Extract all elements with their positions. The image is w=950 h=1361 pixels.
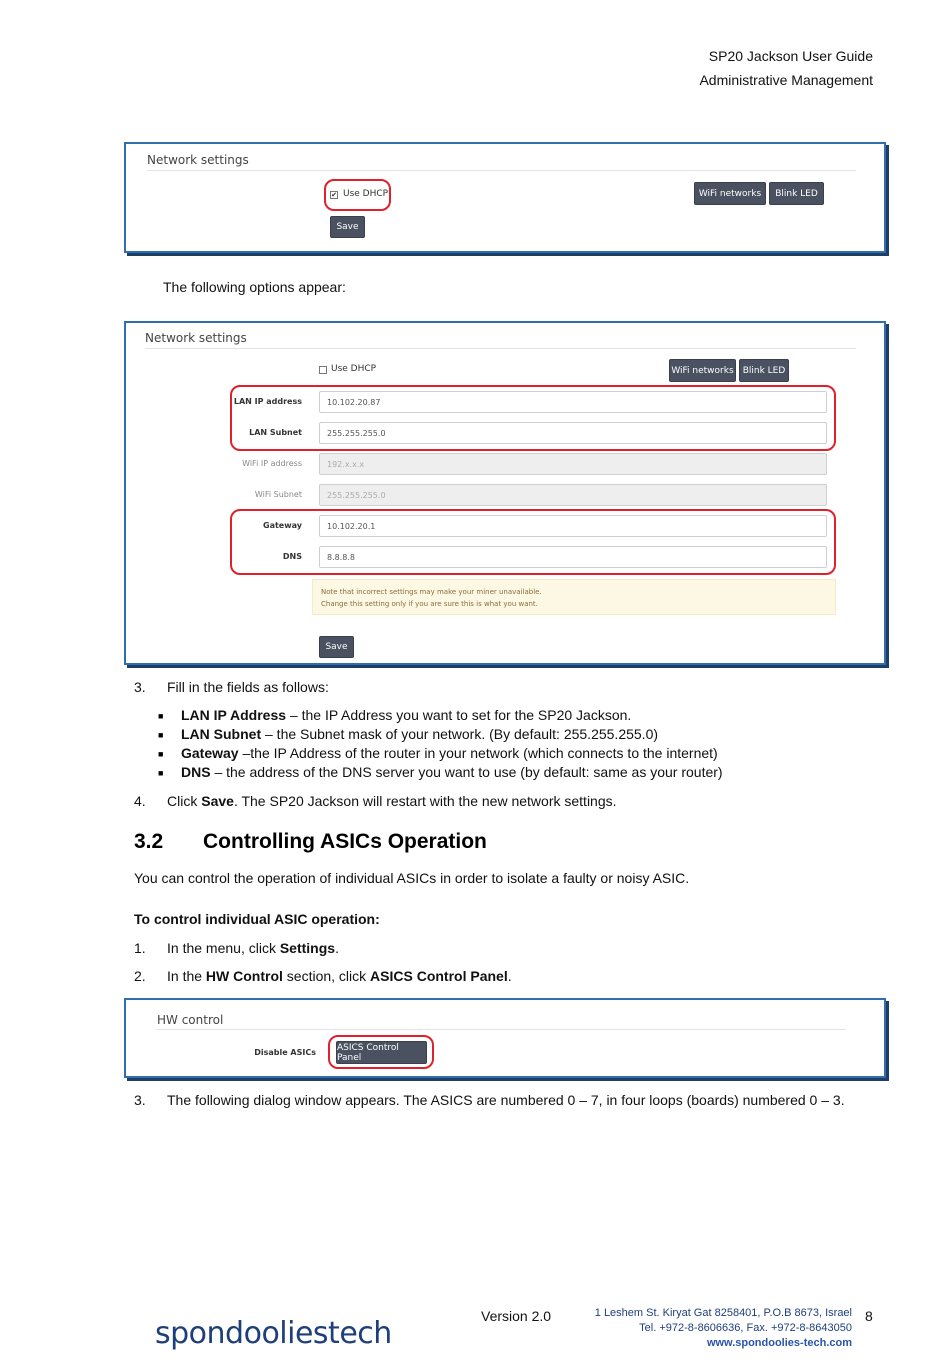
wifi-subnet-input: 255.255.255.0 [319,484,827,506]
spondoolies-logo: spondooliestech [155,1316,392,1351]
options-intro: The following options appear: [163,279,346,295]
panel-divider [157,1029,846,1030]
dns-input[interactable]: 8.8.8.8 [319,546,827,568]
step-1-text: In the menu, click Settings. [167,940,339,956]
use-dhcp-label: Use DHCP [343,189,389,199]
bullet-marker: ■ [158,749,164,759]
use-dhcp-label: Use DHCP [331,364,377,374]
section-title: Controlling ASICs Operation [203,830,487,853]
bullet-marker: ■ [158,711,164,721]
step-3-text: Fill in the fields as follows: [167,679,329,695]
header-title: SP20 Jackson User Guide [708,48,873,64]
company-phone: Tel. +972-8-8606636, Fax. +972-8-8643050 [639,1322,852,1334]
wifi-ip-input: 192.x.x.x [319,453,827,475]
gateway-label: Gateway [263,521,302,530]
panel-title: Network settings [147,153,249,167]
lan-subnet-label: LAN Subnet [249,428,302,437]
step-3b-number: 3. [134,1092,146,1108]
network-settings-screenshot-1 [124,142,886,253]
use-dhcp-checkbox[interactable] [319,366,327,374]
blink-led-button[interactable]: Blink LED [769,182,824,205]
bullet-dns: DNS – the address of the DNS server you want to use (by default: same as your router) [181,764,723,780]
step-3b-text: The following dialog window appears. The ASICS are numbered 0 – 7, in four loops (boards) numbered 0 – 3. [167,1092,845,1108]
lan-ip-label: LAN IP address [233,397,302,406]
wifi-ip-label: WiFi IP address [242,459,302,468]
wifi-subnet-label: WiFi Subnet [254,490,302,499]
save-button[interactable]: Save [330,216,365,238]
lan-ip-input[interactable]: 10.102.20.87 [319,391,827,413]
step-4-text: Click Save. The SP20 Jackson will restart with the new network settings. [167,793,617,809]
panel-title: HW control [157,1013,224,1027]
disable-asics-label: Disable ASICs [254,1048,316,1057]
dns-label: DNS [282,552,302,561]
save-button[interactable]: Save [319,636,354,658]
warning-line-2: Change this setting only if you are sure this is what you want. [321,600,538,608]
panel-divider [147,170,856,171]
company-address: 1 Leshem St. Kiryat Gat 8258401, P.O.B 8673, Israel [594,1307,852,1319]
section-number: 3.2 [134,830,164,853]
page-number: 8 [865,1308,873,1324]
warning-alert [312,579,836,615]
asics-control-panel-button[interactable]: ASICS Control Panel [336,1041,427,1064]
step-2-text: In the HW Control section, click ASICS Control Panel. [167,968,512,984]
bullet-marker: ■ [158,768,164,778]
use-dhcp-checkbox[interactable]: ✔ [331,191,337,199]
header-subtitle: Administrative Management [699,72,873,88]
step-1-number: 1. [134,940,146,956]
panel-divider [145,348,856,349]
hw-control-screenshot [124,998,886,1078]
warning-line-1: Note that incorrect settings may make your miner unavailable. [321,588,542,596]
section-intro: You can control the operation of individual ASICs in order to isolate a faulty or noisy ASIC. [134,870,690,886]
panel-title: Network settings [145,331,247,345]
lan-subnet-input[interactable]: 255.255.255.0 [319,422,827,444]
gateway-input[interactable]: 10.102.20.1 [319,515,827,537]
bullet-gateway: Gateway –the IP Address of the router in your network (which connects to the internet) [181,745,718,761]
blink-led-button[interactable]: Blink LED [739,359,789,382]
wifi-networks-button[interactable]: WiFi networks [669,359,736,382]
step-2-number: 2. [134,968,146,984]
version-label: Version 2.0 [481,1308,552,1324]
step-3-number: 3. [134,679,146,695]
company-website[interactable]: www.spondoolies-tech.com [706,1337,852,1349]
bullet-lan-subnet: LAN Subnet – the Subnet mask of your network. (By default: 255.255.255.0) [181,726,659,742]
network-settings-screenshot-2 [124,321,886,665]
procedure-title: To control individual ASIC operation: [134,911,380,927]
step-4-number: 4. [134,793,146,809]
bullet-marker: ■ [158,730,164,740]
bullet-lan-ip: LAN IP Address – the IP Address you want to set for the SP20 Jackson. [181,707,632,723]
wifi-networks-button[interactable]: WiFi networks [694,182,766,205]
